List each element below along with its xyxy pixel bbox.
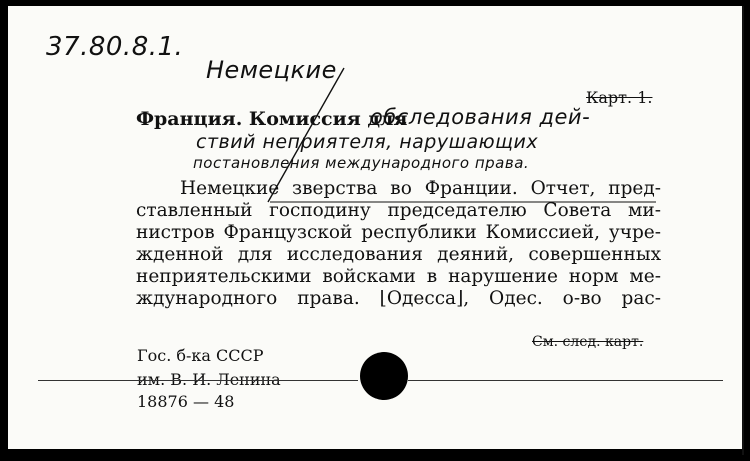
library-dedication: им. В. И. Ленина bbox=[137, 370, 281, 389]
body-line-4: жденной для исследования деяний, совершенных bbox=[136, 244, 661, 265]
body-line-6: ждународного права. ⌊Одесса⌋, Одес. о-во рас- bbox=[136, 288, 661, 309]
card-bottom-edge bbox=[8, 449, 742, 455]
library-name: Гос. б-ка СССР bbox=[137, 346, 264, 365]
handwritten-heading-line-2: ствий неприятеля, нарушающих bbox=[196, 131, 539, 153]
handwritten-heading-line-3: постановления международного права. bbox=[193, 154, 530, 172]
shelfmark: 37.80.8.1. bbox=[46, 32, 184, 62]
handwritten-heading-line-1: обследования дей- bbox=[370, 105, 591, 129]
handwritten-title: Немецкие bbox=[206, 56, 337, 84]
insertion-stroke bbox=[268, 68, 344, 202]
body-line-1: Немецкие зверства во Франции. Отчет, пред- bbox=[180, 178, 661, 199]
body-line-5: неприятельскими войсками в нарушение норм ме- bbox=[136, 266, 661, 287]
card-number: Карт. 1. bbox=[586, 88, 653, 107]
body-line-3: нистров Французской республики Комиссией, учре- bbox=[136, 222, 661, 243]
see-next-card-note: См. след. карт. bbox=[532, 334, 644, 350]
body-line-2: ставленный господину председателю Совета ми- bbox=[136, 200, 661, 221]
handwritten-marks bbox=[8, 6, 742, 455]
catalog-card bbox=[8, 6, 744, 455]
heading: Франция. Комиссия для bbox=[136, 108, 408, 130]
library-code: 18876 — 48 bbox=[137, 392, 235, 411]
